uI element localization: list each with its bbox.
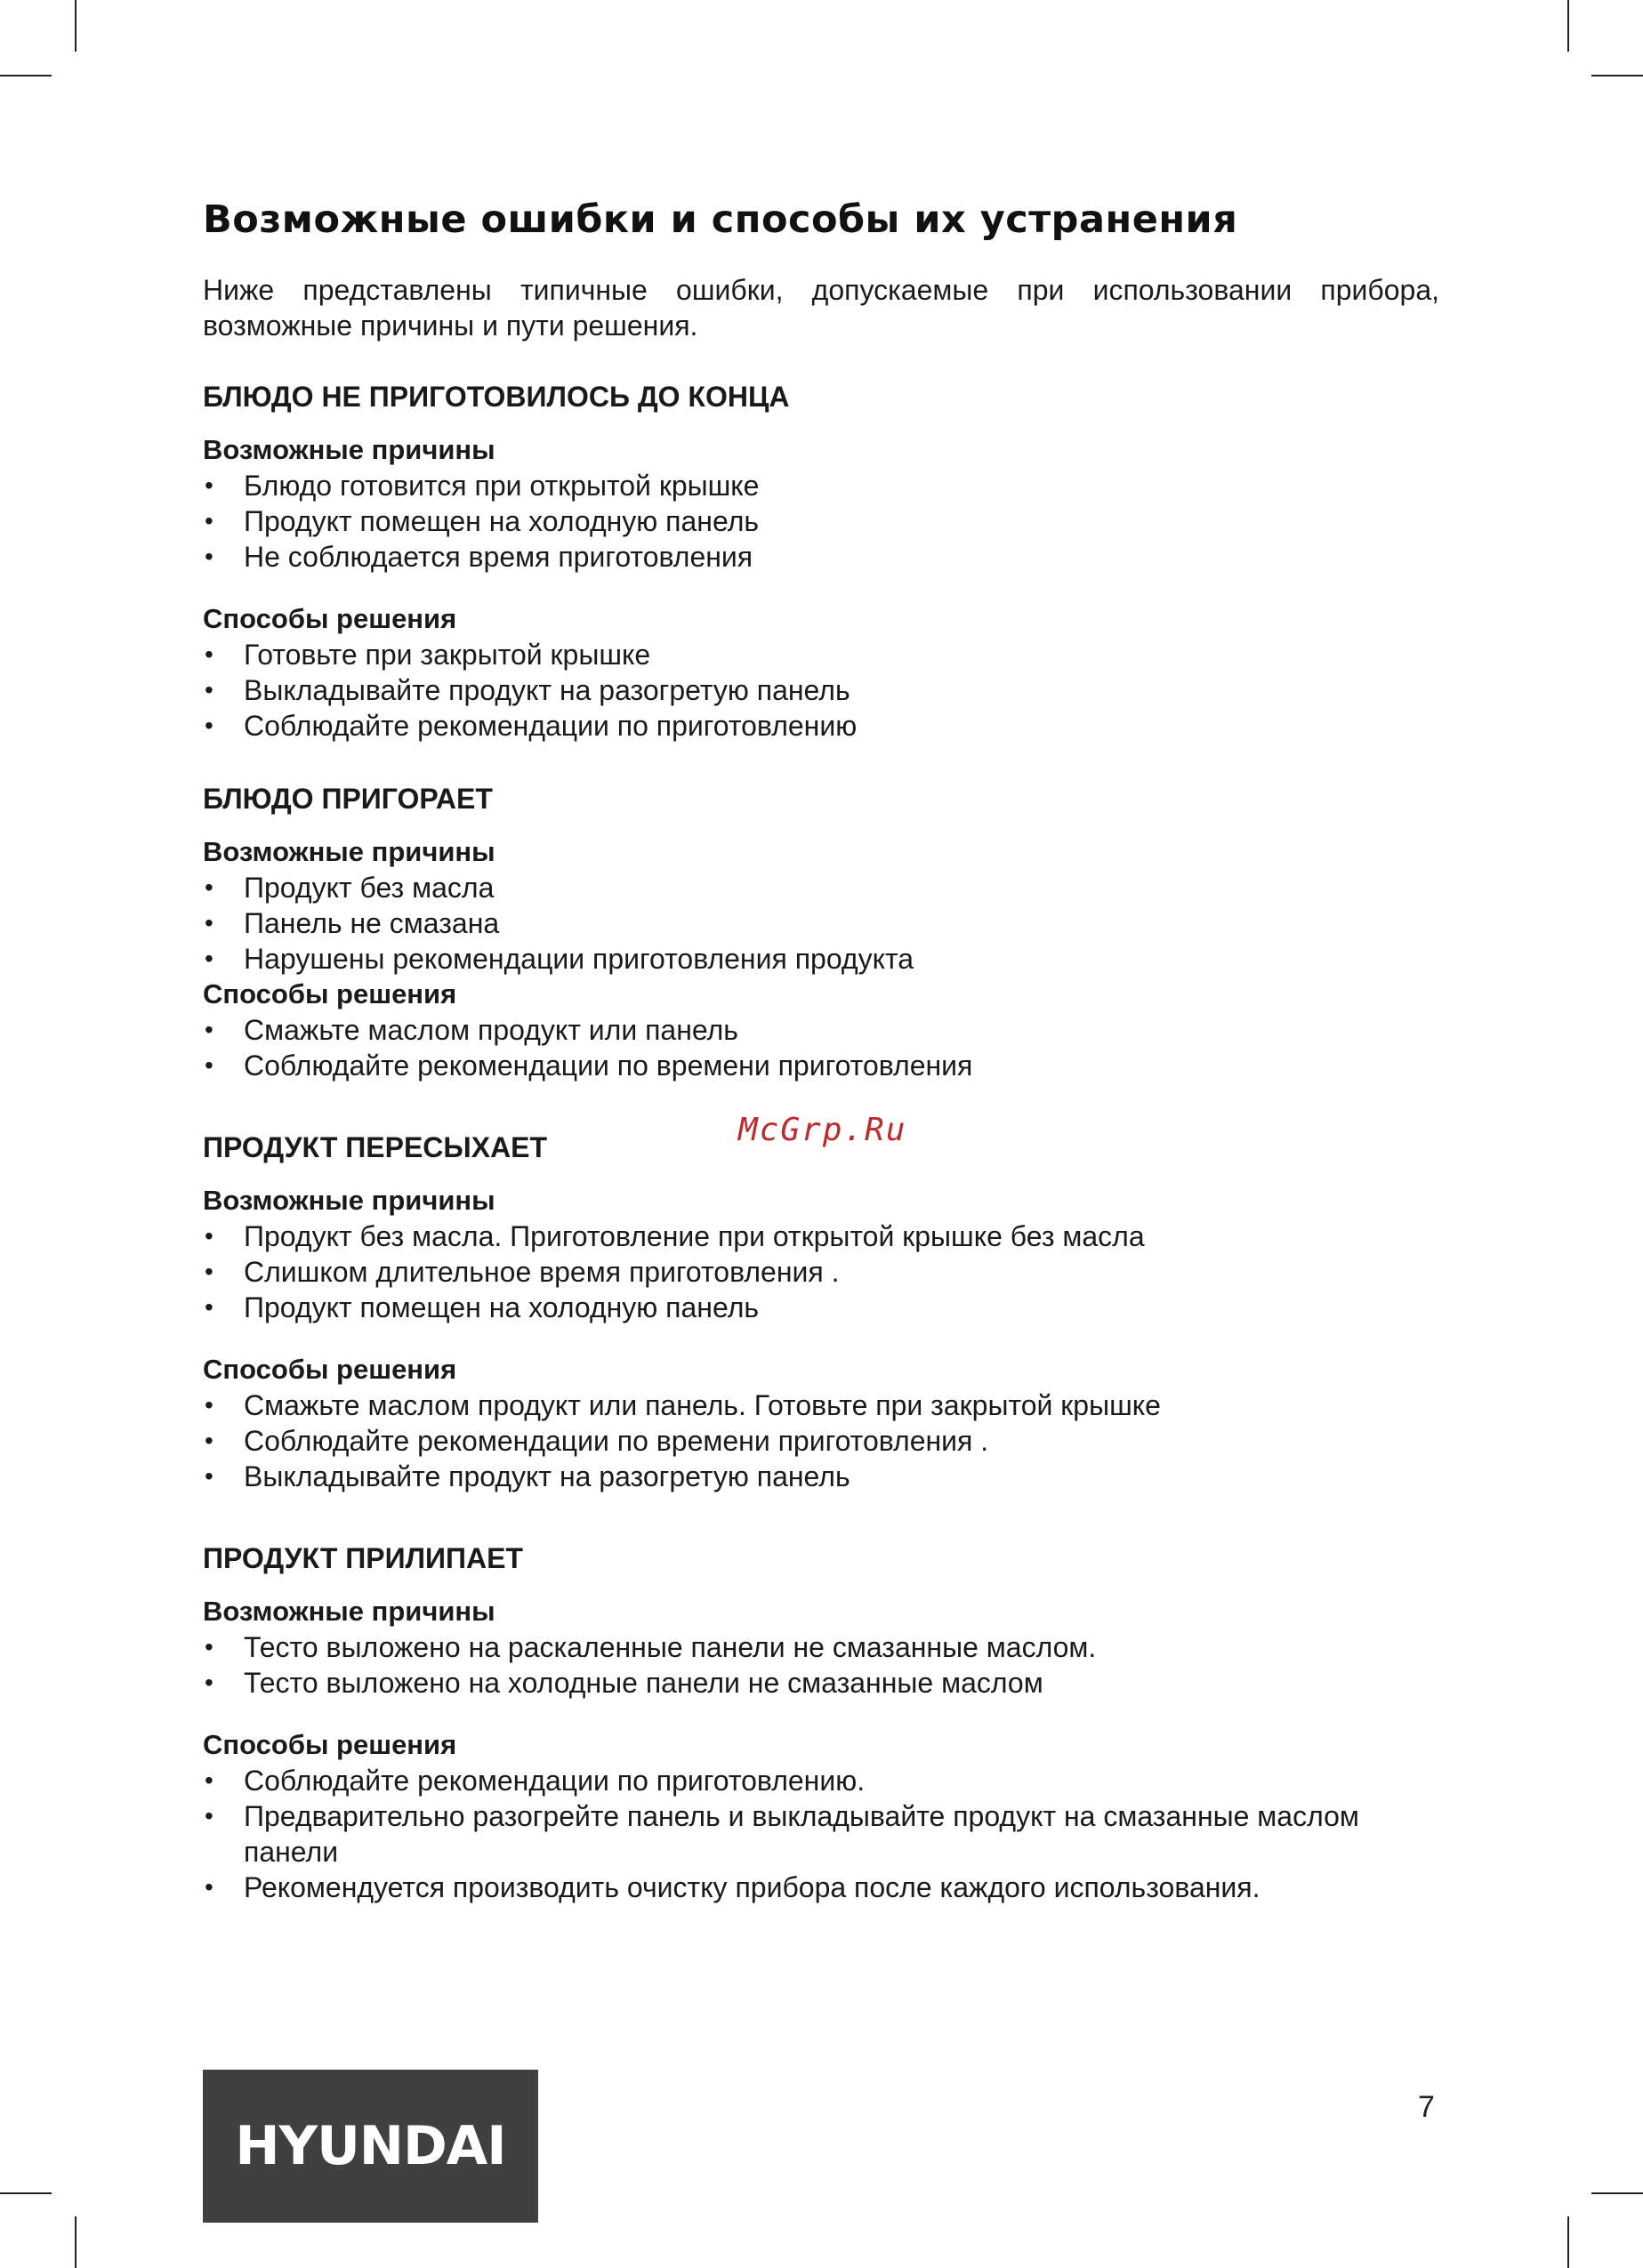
list-item: • Продукт помещен на холодную панель xyxy=(205,1291,760,1323)
bullet: • xyxy=(205,1222,213,1250)
bullet: • xyxy=(205,507,213,535)
solutions-list xyxy=(203,1387,1439,1494)
crop-mark xyxy=(1567,0,1569,52)
list-item: • Продукт без масла xyxy=(205,872,495,904)
causes-label: Возможные причины xyxy=(203,1596,495,1627)
bullet: • xyxy=(205,1051,213,1079)
bullet: • xyxy=(205,676,213,704)
crop-mark xyxy=(1591,2192,1643,2194)
solutions-label: Способы решения xyxy=(203,1354,457,1385)
solutions-label: Способы решения xyxy=(203,978,457,1009)
causes-label: Возможные причины xyxy=(203,1185,495,1216)
bullet: • xyxy=(205,909,213,937)
list-item: • Соблюдайте рекомендации по приготовлению xyxy=(205,710,858,742)
list-item: • Тесто выложено на раскаленные панели не смазанные маслом. xyxy=(205,1631,1097,1663)
crop-mark xyxy=(75,2216,77,2268)
bullet: • xyxy=(205,1802,213,1830)
section-burning xyxy=(203,779,1439,1083)
bullet: • xyxy=(205,1258,213,1285)
bullet: • xyxy=(205,471,213,499)
brand-name: HYUNDAI xyxy=(235,2115,506,2177)
crop-mark xyxy=(75,0,77,52)
bullet: • xyxy=(205,640,213,668)
list-item: • Продукт без масла. Приготовление при открытой крышке без масла xyxy=(205,1220,1145,1252)
section-heading: БЛЮДО ПРИГОРАЕТ xyxy=(203,783,493,815)
section-sticking xyxy=(203,1539,1439,1905)
list-item: • Блюдо готовится при открытой крышке xyxy=(205,470,760,502)
bullet: • xyxy=(205,945,213,972)
watermark: McGrp.Ru xyxy=(738,1112,907,1148)
solutions-label: Способы решения xyxy=(203,1729,457,1760)
list-item: • Нарушены рекомендации приготовления продукта xyxy=(205,943,914,975)
list-item: • Рекомендуется производить очистку прибора после каждого использования. xyxy=(205,1871,1260,1903)
page-content xyxy=(203,194,1439,1905)
page-number: 7 xyxy=(1418,2090,1435,2124)
brand-logo xyxy=(203,2070,538,2223)
list-item: • Соблюдайте рекомендации по приготовлению. xyxy=(205,1765,866,1797)
causes-list xyxy=(203,870,1439,977)
section-heading: БЛЮДО НЕ ПРИГОТОВИЛОСЬ ДО КОНЦА xyxy=(203,381,790,413)
section-heading: ПРОДУКТ ПЕРЕСЫХАЕТ xyxy=(203,1131,548,1163)
causes-list xyxy=(203,1218,1439,1325)
list-item: • Не соблюдается время приготовления xyxy=(205,541,753,573)
bullet: • xyxy=(205,1293,213,1321)
list-item: • Соблюдайте рекомендации по времени приготовления xyxy=(205,1050,973,1082)
bullet: • xyxy=(205,873,213,901)
bullet: • xyxy=(205,1391,213,1419)
bullet: • xyxy=(205,1633,213,1661)
list-item: • Выкладывайте продукт на разогретую панель xyxy=(205,674,850,706)
bullet: • xyxy=(205,1016,213,1043)
page-title: Возможные ошибки и способы их устранения xyxy=(203,197,1238,242)
list-item: • Предварительно разогрейте панель и выкладывайте продукт на смазанные маслом панели xyxy=(205,1800,1359,1868)
bullet: • xyxy=(205,1766,213,1794)
bullet: • xyxy=(205,543,213,570)
bullet: • xyxy=(205,1669,213,1696)
list-item: • Готовьте при закрытой крышке xyxy=(205,639,651,671)
solutions-list xyxy=(203,1012,1439,1083)
crop-mark xyxy=(0,2192,52,2194)
section-drying xyxy=(203,1128,1439,1494)
list-item: • Смажьте маслом продукт или панель xyxy=(205,1014,738,1046)
causes-label: Возможные причины xyxy=(203,434,495,465)
bullet: • xyxy=(205,1462,213,1490)
list-item: • Выкладывайте продукт на разогретую панель xyxy=(205,1460,850,1492)
list-item: • Смажьте маслом продукт или панель. Готовьте при закрытой крышке xyxy=(205,1389,1161,1421)
crop-mark xyxy=(1567,2216,1569,2268)
causes-label: Возможные причины xyxy=(203,836,495,867)
intro-paragraph: Ниже представлены типичные ошибки, допускаемые при использовании прибора, возможные причины и пути решения. xyxy=(203,274,1439,342)
section-undercooked xyxy=(203,377,1439,744)
causes-list xyxy=(203,468,1439,575)
solutions-list xyxy=(203,637,1439,744)
solutions-list xyxy=(203,1763,1439,1905)
list-item: • Слишком длительное время приготовления . xyxy=(205,1256,840,1288)
solutions-label: Способы решения xyxy=(203,603,457,634)
list-item: • Панель не смазана xyxy=(205,907,500,939)
causes-list xyxy=(203,1629,1439,1701)
bullet: • xyxy=(205,1427,213,1454)
crop-mark xyxy=(1591,75,1643,76)
crop-mark xyxy=(0,75,52,76)
bullet: • xyxy=(205,1873,213,1901)
section-heading: ПРОДУКТ ПРИЛИПАЕТ xyxy=(203,1542,524,1574)
list-item: • Соблюдайте рекомендации по времени приготовления . xyxy=(205,1425,989,1457)
bullet: • xyxy=(205,712,213,739)
list-item: • Продукт помещен на холодную панель xyxy=(205,505,760,537)
list-item: • Тесто выложено на холодные панели не смазанные маслом xyxy=(205,1667,1043,1699)
